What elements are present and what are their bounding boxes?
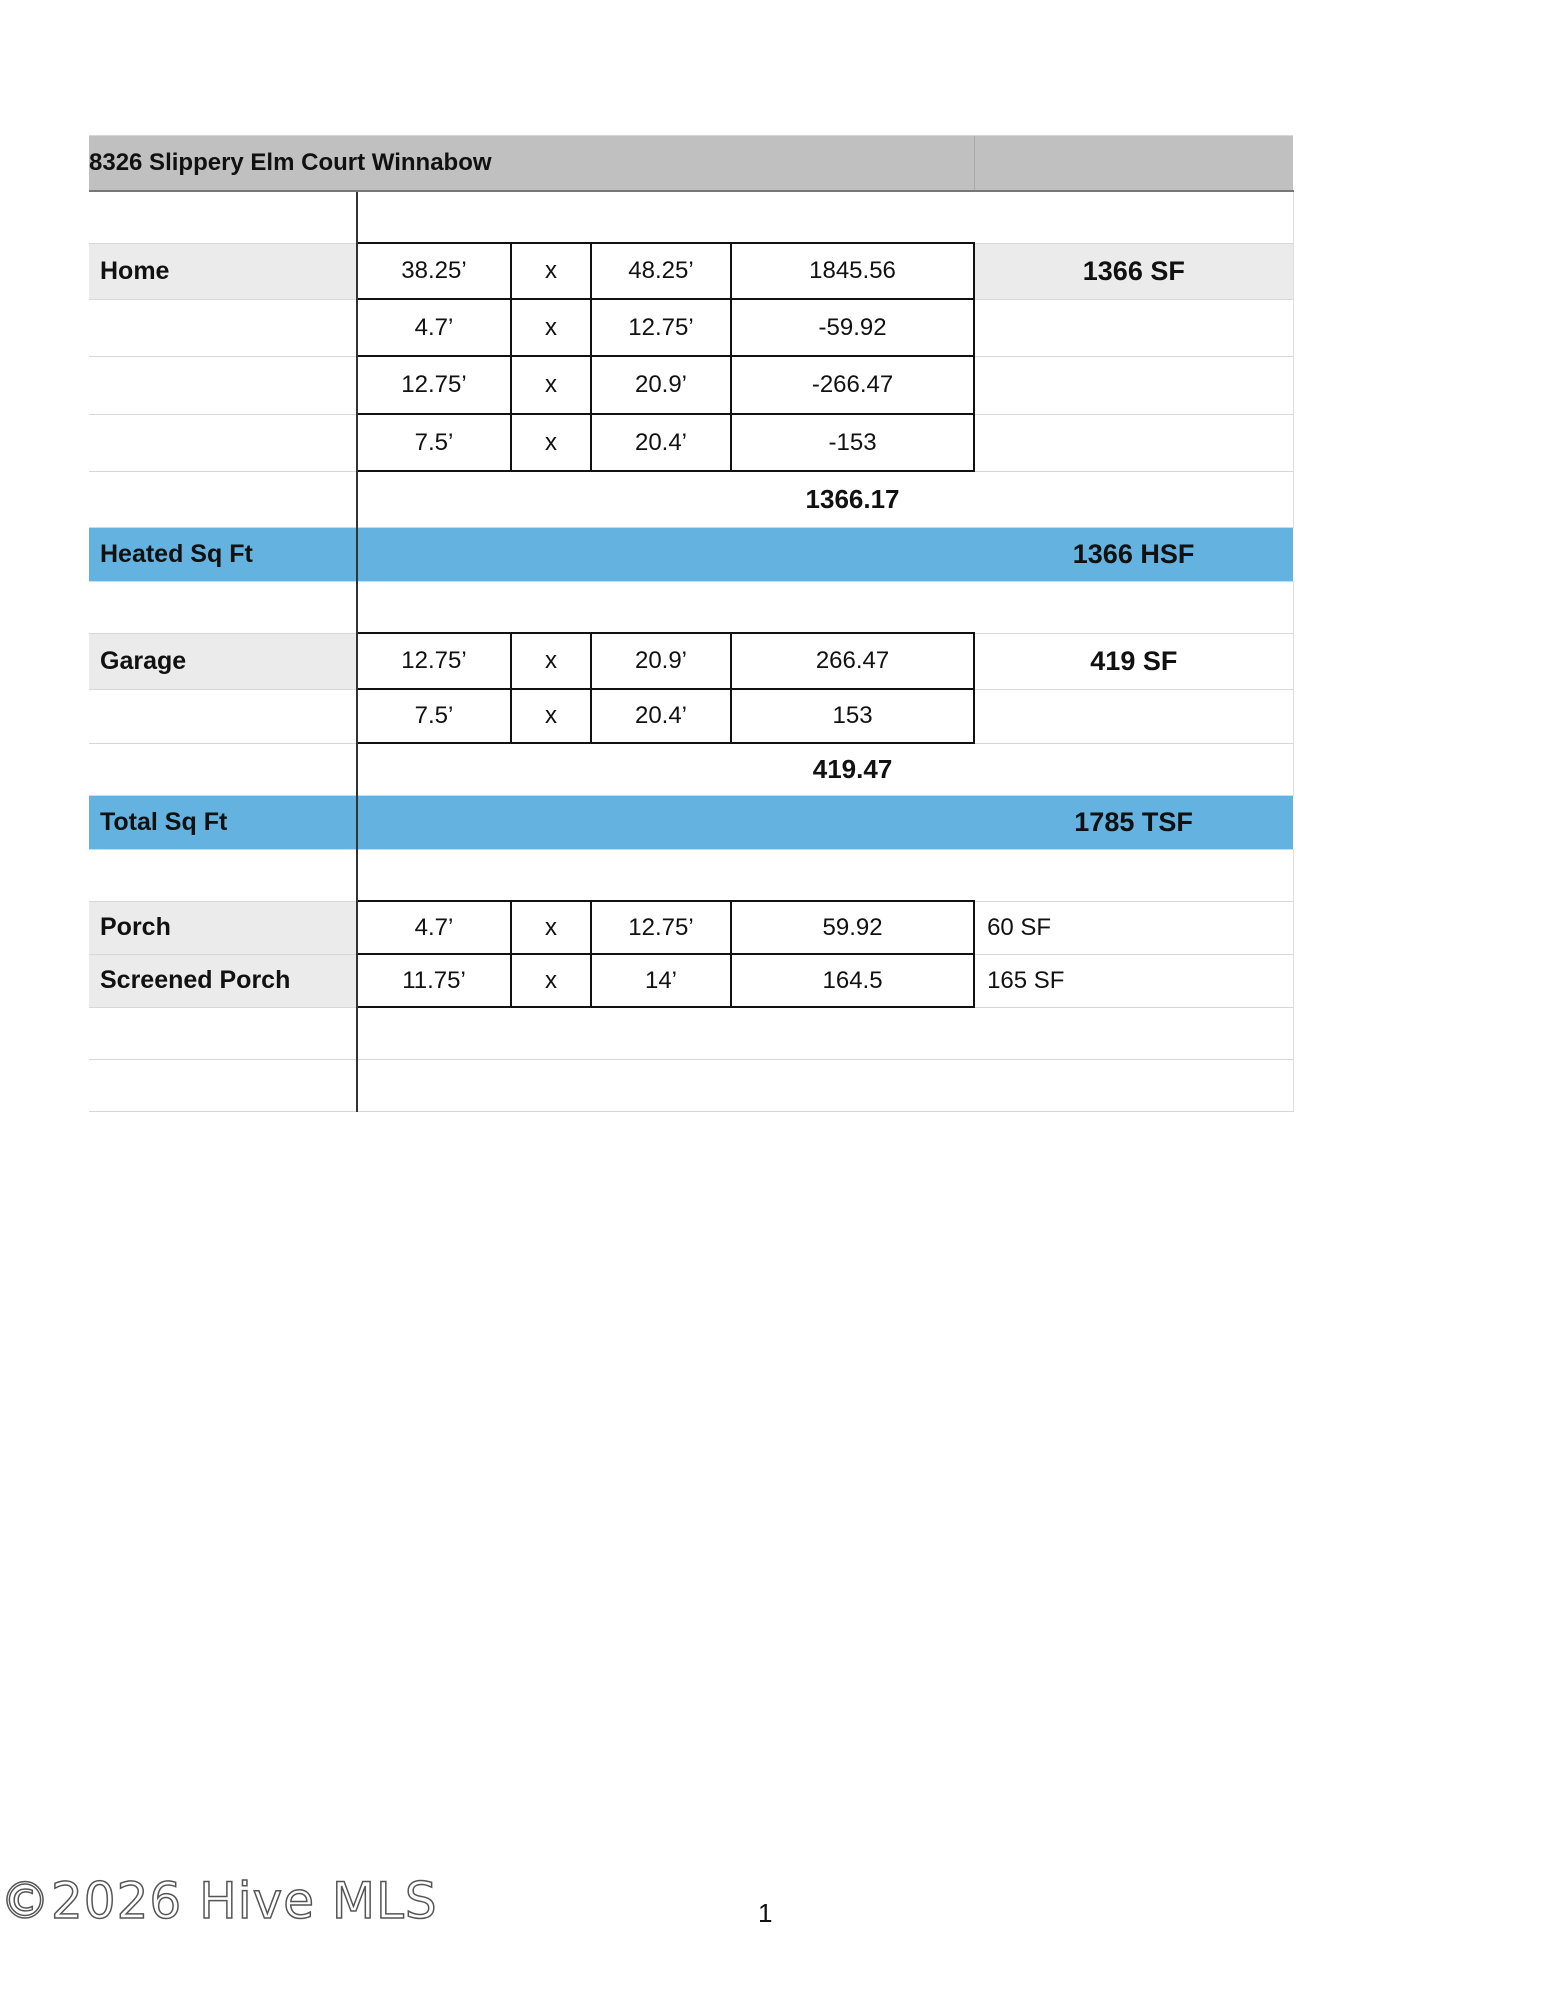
summary-label: Heated Sq Ft: [89, 527, 357, 581]
width-cell: 12.75’: [591, 299, 731, 356]
length-cell: 11.75’: [357, 954, 511, 1007]
width-cell: 20.9’: [591, 356, 731, 414]
row-label: Home: [89, 243, 357, 299]
operator-cell: x: [511, 414, 591, 471]
operator-cell: x: [511, 633, 591, 689]
width-cell: 20.9’: [591, 633, 731, 689]
operator-cell: x: [511, 299, 591, 356]
length-cell: 7.5’: [357, 689, 511, 743]
property-title: 8326 Slippery Elm Court Winnabow: [89, 136, 974, 192]
subtotal-value: 419.47: [731, 743, 974, 795]
length-cell: 12.75’: [357, 356, 511, 414]
area-cell: 153: [731, 689, 974, 743]
page-number: 1: [758, 1898, 773, 1928]
area-cell: -266.47: [731, 356, 974, 414]
length-cell: 7.5’: [357, 414, 511, 471]
length-cell: 38.25’: [357, 243, 511, 299]
width-cell: 20.4’: [591, 689, 731, 743]
page-footer: [0, 1872, 1545, 1932]
summary-label: Total Sq Ft: [89, 795, 357, 849]
table-row-porch: [89, 901, 1293, 954]
title-blank-cell: [974, 136, 1293, 192]
operator-cell: x: [511, 954, 591, 1007]
width-cell: 14’: [591, 954, 731, 1007]
row-label: Screened Porch: [89, 954, 357, 1007]
length-cell: 12.75’: [357, 633, 511, 689]
area-cell: 266.47: [731, 633, 974, 689]
summary-value: 1366 HSF: [974, 527, 1293, 581]
area-cell: 164.5: [731, 954, 974, 1007]
result-cell: 1366 SF: [974, 243, 1293, 299]
summary-row-total: [89, 795, 1293, 849]
title-row: [89, 136, 1293, 192]
area-cell: -153: [731, 414, 974, 471]
table-row: [89, 414, 1293, 471]
operator-cell: x: [511, 243, 591, 299]
result-cell: 165 SF: [974, 954, 1293, 1007]
length-cell: 4.7’: [357, 299, 511, 356]
subtotal-row: [89, 743, 1293, 795]
watermark: ©2026 Hive MLS: [0, 1872, 438, 1930]
result-cell: 419 SF: [974, 633, 1293, 689]
spacer-row: [89, 1007, 1293, 1059]
area-cell: -59.92: [731, 299, 974, 356]
subtotal-value: 1366.17: [731, 471, 974, 527]
subtotal-row: [89, 471, 1293, 527]
table-row: [89, 299, 1293, 356]
spacer-row: [89, 1059, 1293, 1111]
area-cell: 59.92: [731, 901, 974, 954]
row-label: Garage: [89, 633, 357, 689]
summary-value: 1785 TSF: [974, 795, 1293, 849]
result-cell: 60 SF: [974, 901, 1293, 954]
width-cell: 48.25’: [591, 243, 731, 299]
table-row: [89, 356, 1293, 414]
area-cell: 1845.56: [731, 243, 974, 299]
spacer-row: [89, 581, 1293, 633]
summary-row-heated: [89, 527, 1293, 581]
measurement-table: [89, 135, 1294, 1112]
operator-cell: x: [511, 689, 591, 743]
length-cell: 4.7’: [357, 901, 511, 954]
operator-cell: x: [511, 901, 591, 954]
spacer-row: [89, 191, 1293, 243]
operator-cell: x: [511, 356, 591, 414]
table-row-screened-porch: [89, 954, 1293, 1007]
table-row-garage: [89, 633, 1293, 689]
row-label: Porch: [89, 901, 357, 954]
width-cell: 12.75’: [591, 901, 731, 954]
table-row: [89, 689, 1293, 743]
table-row-home: [89, 243, 1293, 299]
spacer-row: [89, 849, 1293, 901]
width-cell: 20.4’: [591, 414, 731, 471]
